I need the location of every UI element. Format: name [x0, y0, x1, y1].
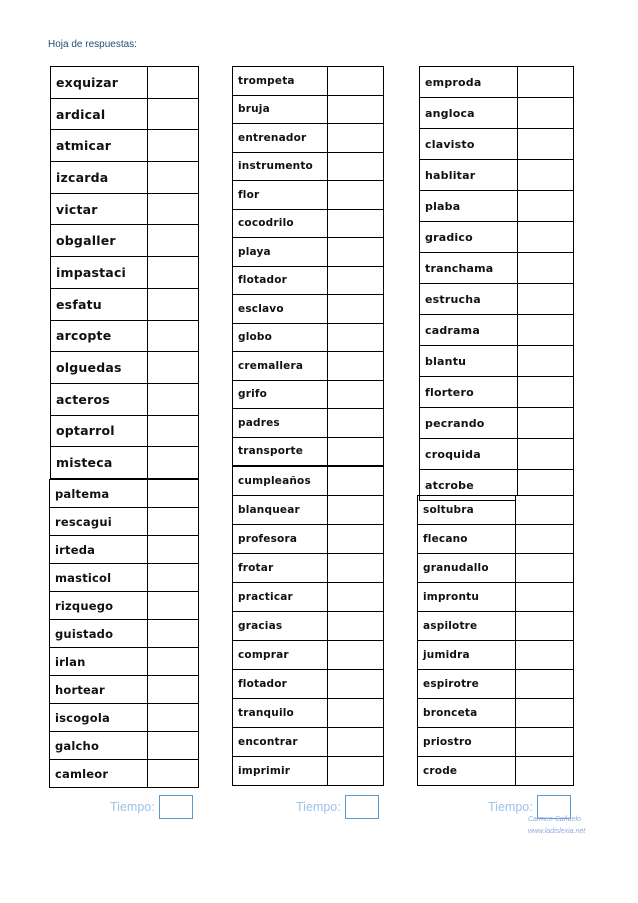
answer-cell[interactable] — [328, 641, 384, 670]
word-cell: flotador — [233, 670, 328, 699]
word-cell: exquizar — [51, 67, 148, 99]
word-cell: imprimir — [233, 757, 328, 786]
table-row — [418, 612, 574, 641]
table-row — [420, 346, 574, 377]
word-cell: estrucha — [420, 284, 518, 315]
word-cell: angloca — [420, 98, 518, 129]
word-cell: izcarda — [51, 162, 148, 194]
word-table-col2-top — [232, 66, 384, 466]
word-cell: tranchama — [420, 253, 518, 284]
answer-cell[interactable] — [518, 191, 574, 222]
table-row — [418, 670, 574, 699]
word-cell: transporte — [233, 437, 328, 466]
word-cell: jumidra — [418, 641, 516, 670]
answer-cell[interactable] — [328, 209, 384, 238]
table-row — [420, 408, 574, 439]
table-row — [420, 129, 574, 160]
word-cell: cocodrilo — [233, 209, 328, 238]
timer-label: Tiempo: — [110, 800, 155, 814]
word-cell: blanquear — [233, 496, 328, 525]
table-row — [233, 757, 384, 786]
table-row — [50, 760, 199, 788]
table-row — [420, 439, 574, 470]
answer-cell[interactable] — [328, 95, 384, 124]
word-cell: rizquego — [50, 592, 148, 620]
table-row — [50, 620, 199, 648]
table-row — [50, 732, 199, 760]
table-row — [50, 676, 199, 704]
table-row — [233, 152, 384, 181]
table-row — [420, 253, 574, 284]
answer-cell[interactable] — [518, 67, 574, 98]
answer-cell[interactable] — [516, 496, 574, 525]
word-cell: paltema — [50, 480, 148, 508]
word-cell: ardical — [51, 98, 148, 130]
table-row — [233, 409, 384, 438]
word-table-col1-top — [50, 66, 199, 479]
table-row — [418, 525, 574, 554]
answer-cell[interactable] — [518, 129, 574, 160]
word-cell: blantu — [420, 346, 518, 377]
word-cell: rescagui — [50, 508, 148, 536]
answer-cell[interactable] — [518, 98, 574, 129]
table-row — [233, 525, 384, 554]
answer-cell[interactable] — [328, 699, 384, 728]
table-row — [420, 160, 574, 191]
word-cell: hablitar — [420, 160, 518, 191]
word-cell: hortear — [50, 676, 148, 704]
word-cell: acteros — [51, 383, 148, 415]
word-cell: clavisto — [420, 129, 518, 160]
word-table-col1-bottom — [49, 479, 199, 788]
word-cell: encontrar — [233, 728, 328, 757]
word-cell: entrenador — [233, 124, 328, 153]
word-cell: flor — [233, 181, 328, 210]
table-row — [233, 209, 384, 238]
answer-cell[interactable] — [328, 409, 384, 438]
answer-cell[interactable] — [328, 525, 384, 554]
answer-cell[interactable] — [148, 320, 199, 352]
credit-site: www.ladislexia.net — [528, 828, 586, 835]
table-row — [418, 757, 574, 786]
table-row — [233, 67, 384, 96]
answer-cell[interactable] — [328, 152, 384, 181]
word-cell: flotador — [233, 266, 328, 295]
answer-cell[interactable] — [148, 592, 199, 620]
answer-cell[interactable] — [148, 352, 199, 384]
word-cell: atcrobe — [420, 470, 518, 501]
answer-cell[interactable] — [518, 253, 574, 284]
word-cell: flortero — [420, 377, 518, 408]
table-row — [233, 124, 384, 153]
word-cell: profesora — [233, 525, 328, 554]
timer-label: Tiempo: — [296, 800, 341, 814]
table-row — [233, 496, 384, 525]
answer-cell[interactable] — [328, 238, 384, 267]
answer-cell[interactable] — [328, 554, 384, 583]
word-cell: misteca — [51, 447, 148, 479]
word-cell: instrumento — [233, 152, 328, 181]
answer-cell[interactable] — [148, 225, 199, 257]
table-row — [420, 67, 574, 98]
answer-cell[interactable] — [518, 408, 574, 439]
word-cell: obgaller — [51, 225, 148, 257]
timer-input-box[interactable] — [345, 795, 379, 819]
answer-cell[interactable] — [148, 704, 199, 732]
table-row — [233, 266, 384, 295]
answer-cell[interactable] — [518, 222, 574, 253]
answer-cell[interactable] — [148, 676, 199, 704]
answer-cell[interactable] — [518, 346, 574, 377]
answer-cell[interactable] — [148, 98, 199, 130]
word-cell: emproda — [420, 67, 518, 98]
table-row — [233, 437, 384, 466]
word-table-col3-bottom — [417, 495, 574, 786]
word-cell: irlan — [50, 648, 148, 676]
answer-cell[interactable] — [516, 554, 574, 583]
answer-cell[interactable] — [148, 288, 199, 320]
table-row — [233, 554, 384, 583]
table-row — [233, 95, 384, 124]
table-row — [420, 377, 574, 408]
answer-cell[interactable] — [148, 648, 199, 676]
table-row — [233, 181, 384, 210]
word-cell: pecrando — [420, 408, 518, 439]
word-cell: playa — [233, 238, 328, 267]
table-row — [233, 583, 384, 612]
word-cell: bruja — [233, 95, 328, 124]
table-row — [418, 641, 574, 670]
page-title: Hoja de respuestas: — [48, 39, 137, 50]
table-row — [233, 380, 384, 409]
answer-cell[interactable] — [148, 536, 199, 564]
table-row — [50, 648, 199, 676]
table-row — [50, 564, 199, 592]
word-cell: cumpleaños — [233, 467, 328, 496]
word-cell: victar — [51, 193, 148, 225]
word-cell: esfatu — [51, 288, 148, 320]
answer-cell[interactable] — [328, 437, 384, 466]
table-row — [50, 536, 199, 564]
table-row — [51, 415, 199, 447]
word-cell: galcho — [50, 732, 148, 760]
timer-input-box[interactable] — [159, 795, 193, 819]
table-row — [233, 641, 384, 670]
word-cell: comprar — [233, 641, 328, 670]
table-row — [420, 222, 574, 253]
table-row — [50, 592, 199, 620]
table-row — [51, 67, 199, 99]
word-cell: trompeta — [233, 67, 328, 96]
answer-cell[interactable] — [328, 728, 384, 757]
word-cell: grifo — [233, 380, 328, 409]
word-cell: esclavo — [233, 295, 328, 324]
word-cell: olguedas — [51, 352, 148, 384]
word-cell: practicar — [233, 583, 328, 612]
answer-cell[interactable] — [148, 193, 199, 225]
table-row — [51, 288, 199, 320]
answer-cell[interactable] — [328, 612, 384, 641]
word-cell: irteda — [50, 536, 148, 564]
word-cell: optarrol — [51, 415, 148, 447]
table-row — [51, 352, 199, 384]
word-cell: iscogola — [50, 704, 148, 732]
answer-cell[interactable] — [148, 760, 199, 788]
table-row — [233, 467, 384, 496]
table-row — [233, 728, 384, 757]
answer-cell[interactable] — [328, 352, 384, 381]
word-cell: cadrama — [420, 315, 518, 346]
answer-cell[interactable] — [516, 583, 574, 612]
table-row — [418, 496, 574, 525]
answer-cell[interactable] — [328, 295, 384, 324]
answer-cell[interactable] — [328, 181, 384, 210]
word-cell: bronceta — [418, 699, 516, 728]
answer-cell[interactable] — [328, 323, 384, 352]
answer-cell[interactable] — [148, 130, 199, 162]
table-row — [51, 130, 199, 162]
table-row — [233, 699, 384, 728]
word-cell: soltubra — [418, 496, 516, 525]
table-row — [51, 383, 199, 415]
answer-cell[interactable] — [328, 670, 384, 699]
word-cell: gradico — [420, 222, 518, 253]
table-row — [51, 257, 199, 289]
answer-cell[interactable] — [148, 383, 199, 415]
answer-cell[interactable] — [516, 612, 574, 641]
answer-cell[interactable] — [148, 732, 199, 760]
word-cell: espirotre — [418, 670, 516, 699]
answer-cell[interactable] — [518, 284, 574, 315]
answer-cell[interactable] — [518, 439, 574, 470]
word-cell: masticol — [50, 564, 148, 592]
word-cell: priostro — [418, 728, 516, 757]
answer-cell[interactable] — [516, 641, 574, 670]
word-cell: frotar — [233, 554, 328, 583]
table-row — [51, 225, 199, 257]
answer-cell[interactable] — [328, 380, 384, 409]
answer-cell[interactable] — [328, 757, 384, 786]
answer-cell[interactable] — [328, 266, 384, 295]
word-cell: tranquilo — [233, 699, 328, 728]
word-cell: flecano — [418, 525, 516, 554]
word-cell: arcopte — [51, 320, 148, 352]
answer-cell[interactable] — [148, 257, 199, 289]
answer-cell[interactable] — [328, 67, 384, 96]
answer-cell[interactable] — [518, 315, 574, 346]
table-row — [50, 704, 199, 732]
table-row — [233, 670, 384, 699]
answer-cell[interactable] — [516, 525, 574, 554]
answer-cell[interactable] — [148, 447, 199, 479]
answer-cell[interactable] — [148, 67, 199, 99]
word-cell: croquida — [420, 439, 518, 470]
word-cell: camleor — [50, 760, 148, 788]
answer-cell[interactable] — [328, 496, 384, 525]
word-cell: crode — [418, 757, 516, 786]
answer-cell[interactable] — [148, 415, 199, 447]
answer-cell[interactable] — [516, 699, 574, 728]
word-cell: guistado — [50, 620, 148, 648]
answer-cell[interactable] — [328, 583, 384, 612]
timer-label: Tiempo: — [488, 800, 533, 814]
answer-cell[interactable] — [518, 377, 574, 408]
table-row — [50, 508, 199, 536]
table-row — [233, 323, 384, 352]
credit-author: Carmen Cañuelo — [528, 816, 581, 823]
word-cell: improntu — [418, 583, 516, 612]
table-row — [51, 447, 199, 479]
word-cell: cremallera — [233, 352, 328, 381]
word-cell: gracias — [233, 612, 328, 641]
table-row — [51, 162, 199, 194]
table-row — [233, 238, 384, 267]
table-row — [418, 699, 574, 728]
table-row — [418, 554, 574, 583]
answer-cell[interactable] — [516, 728, 574, 757]
word-cell: impastaci — [51, 257, 148, 289]
word-cell: granudallo — [418, 554, 516, 583]
answer-cell[interactable] — [518, 160, 574, 191]
word-table-col2-bottom — [232, 466, 384, 786]
table-row — [418, 728, 574, 757]
word-cell: atmicar — [51, 130, 148, 162]
table-row — [233, 295, 384, 324]
word-table-col3-top — [419, 66, 574, 501]
table-row — [420, 315, 574, 346]
answer-cell[interactable] — [148, 508, 199, 536]
timer-2 — [296, 794, 379, 820]
answer-cell[interactable] — [328, 467, 384, 496]
table-row — [51, 320, 199, 352]
table-row — [51, 98, 199, 130]
table-row — [233, 612, 384, 641]
answer-cell[interactable] — [148, 162, 199, 194]
answer-cell[interactable] — [148, 564, 199, 592]
answer-cell[interactable] — [516, 670, 574, 699]
answer-cell[interactable] — [328, 124, 384, 153]
table-row — [51, 193, 199, 225]
word-cell: aspilotre — [418, 612, 516, 641]
answer-cell[interactable] — [516, 757, 574, 786]
answer-cell[interactable] — [148, 480, 199, 508]
timer-1 — [110, 794, 193, 820]
word-cell: plaba — [420, 191, 518, 222]
table-row — [420, 284, 574, 315]
word-cell: padres — [233, 409, 328, 438]
word-cell: globo — [233, 323, 328, 352]
table-row — [420, 191, 574, 222]
answer-cell[interactable] — [148, 620, 199, 648]
table-row — [418, 583, 574, 612]
table-row — [50, 480, 199, 508]
table-row — [233, 352, 384, 381]
table-row — [420, 98, 574, 129]
